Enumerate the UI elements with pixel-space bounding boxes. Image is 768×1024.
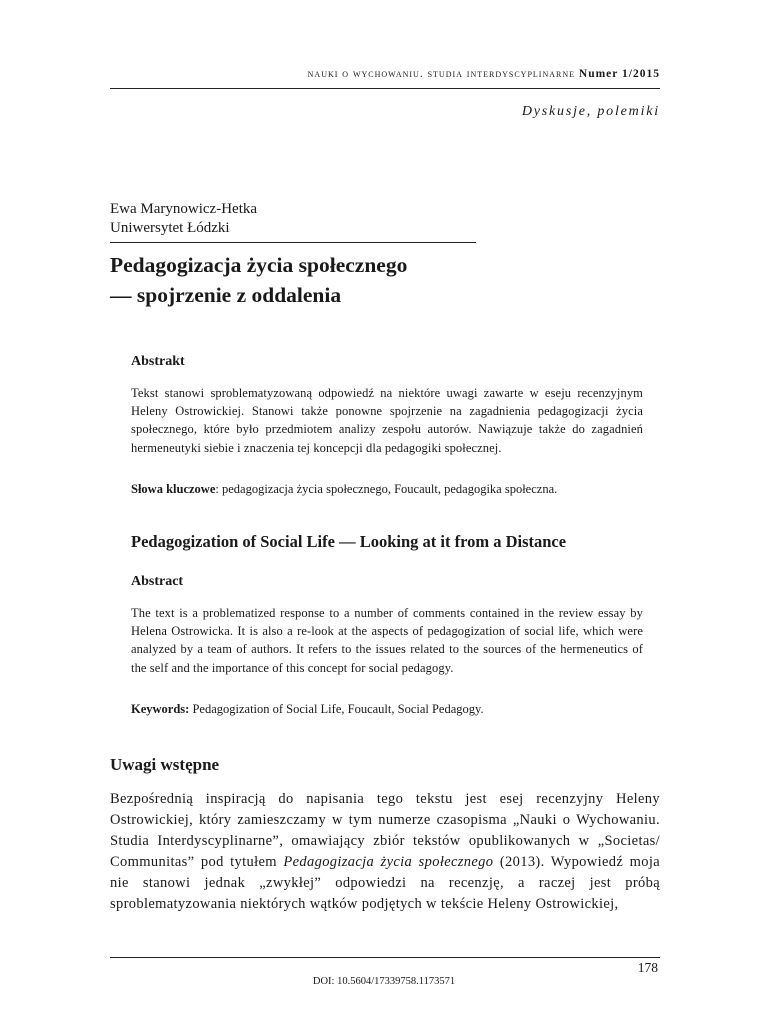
header-rule [110, 88, 660, 89]
abstract-pl-text: Tekst stanowi sproblematyzowaną odpowiedź na niektóre uwagi zawarte w eseju recenzyjnym Heleny Ostrowickiej. Stanowi także ponowne spojrzenie na zagadnienia pedagogizacji życia społecznego, które było przedmiotem analizy zespołu autorów. Nawiązuje także do zagadnień hermeneutyki siebie i znaczenia tej koncepcji dla pedagogiki społecznej. [131, 386, 643, 455]
footer-rule [110, 957, 660, 958]
running-header [110, 68, 660, 80]
section-label: Dyskusje, polemiki [521, 104, 660, 119]
keywords-pl-label: Słowa kluczowe [131, 482, 216, 496]
journal-name: nauki o wychowaniu. studia interdyscyplinarne [307, 68, 576, 80]
body-text-part2: (2013). Wypowiedź moja nie stanowi jednak „zwykłej” odpowiedzi na recenzję, a raczej jest próbą sproblematyzowania niektórych wątków podjętych w tekście Heleny Ostrowickiej, [110, 854, 661, 912]
keywords-en [131, 700, 643, 718]
doi: DOI: 10.5604/17339758.1173571 [312, 976, 456, 987]
article-title-en: Pedagogization of Social Life — Looking at it from a Distance [131, 532, 567, 551]
title-rule [110, 242, 476, 243]
abstract-pl-heading: Abstrakt [131, 354, 185, 369]
body-paragraph [110, 789, 660, 915]
title-line-1: Pedagogizacja życia społecznego [110, 253, 408, 277]
keywords-pl-values: : pedagogizacja życia społecznego, Foucault, pedagogika społeczna. [215, 482, 558, 496]
keywords-en-label: Keywords: [131, 702, 190, 716]
section-heading: Uwagi wstępne [110, 755, 220, 774]
author-affiliation: Uniwersytet Łódzki [110, 220, 230, 236]
abstract-en-heading: Abstract [131, 574, 184, 589]
body-text-italic-title: Pedagogizacja życia społecznego [283, 854, 494, 870]
title-line-2: — spojrzenie z oddalenia [110, 283, 342, 307]
page-number: 178 [637, 960, 658, 975]
issue-number: Numer 1/2015 [578, 68, 660, 80]
keywords-en-values: Pedagogization of Social Life, Foucault, Social Pedagogy. [189, 702, 484, 716]
body-text-part1: Bezpośrednią inspiracją do napisania tego tekstu jest esej recenzyjny Heleny Ostrowickiej, który zamieszczamy w tym numerze czasopisma „Nauki o Wychowaniu. Studia Interdyscyplinarne”, omawiający zbiór tekstów opublikowanych w „Societas/ Communitas” pod tytułem [110, 791, 660, 870]
keywords-pl [131, 480, 643, 498]
article-title-pl [110, 250, 670, 310]
abstract-en-text: The text is a problematized response to a number of comments contained in the review essay by Helena Ostrowicka. It is also a re-look at the aspects of pedagogization of social life, which were analyzed by a team of authors. It refers to the issues related to the sources of the hermeneutics of the self and the importance of this concept for social pedagogy. [131, 606, 643, 675]
author-name: Ewa Marynowicz-Hetka [110, 201, 258, 217]
